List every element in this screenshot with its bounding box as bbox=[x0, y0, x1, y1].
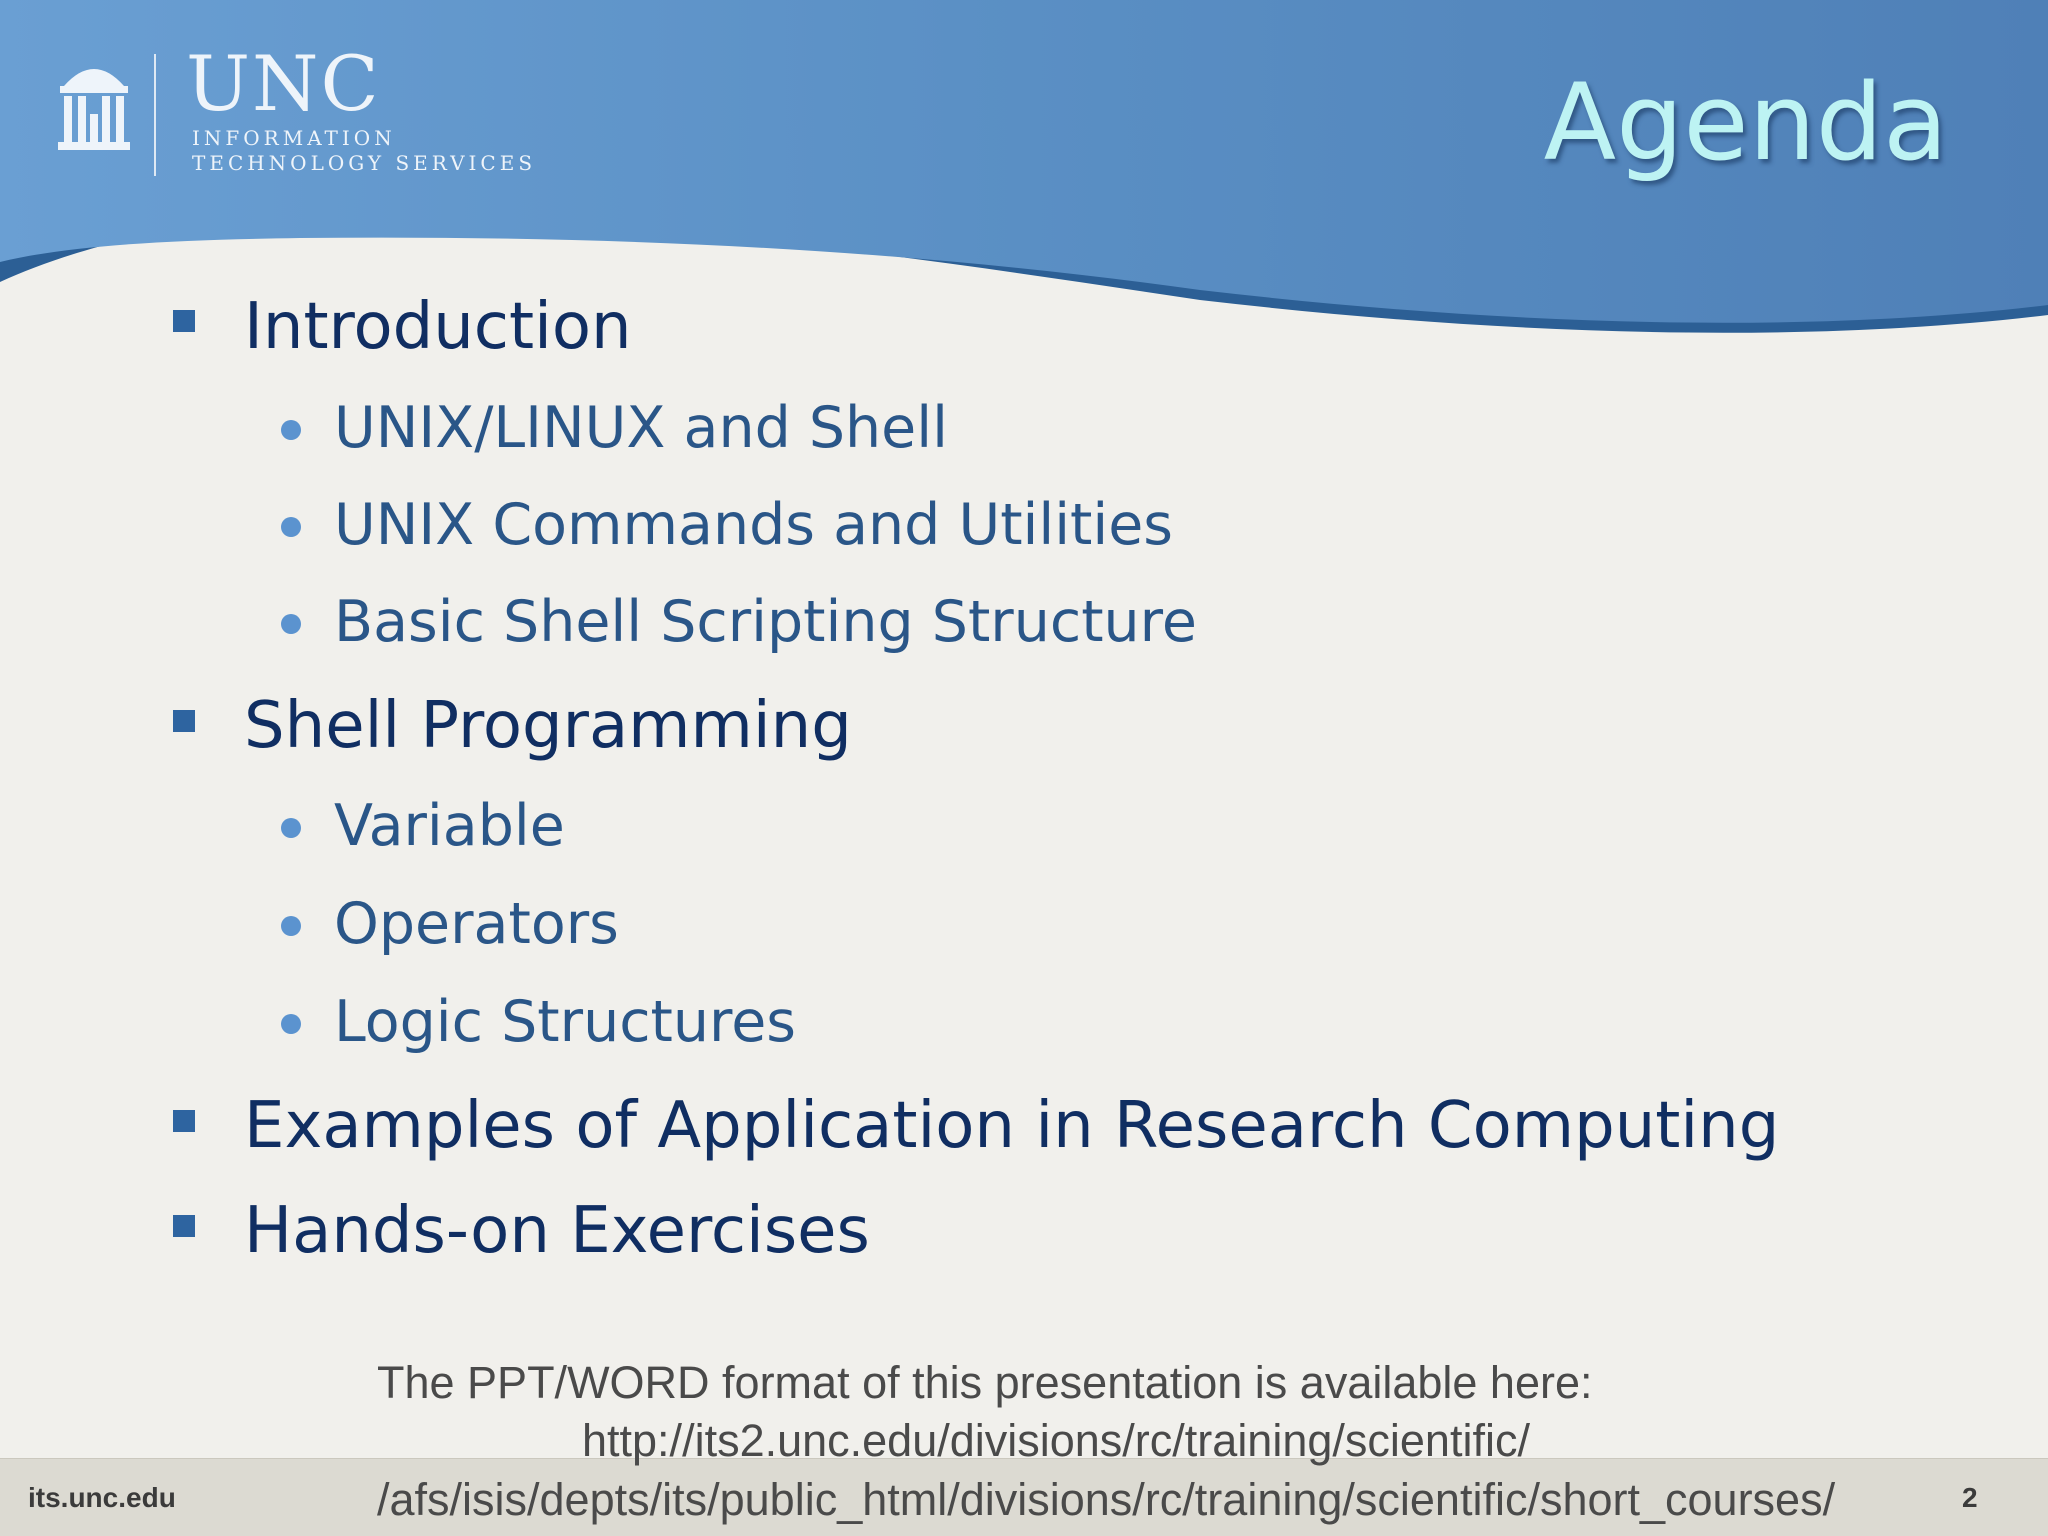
round-bullet-icon bbox=[281, 517, 301, 537]
agenda-item-examples: Examples of Application in Research Computing bbox=[244, 1089, 1780, 1163]
agenda-subitem: UNIX Commands and Utilities bbox=[334, 492, 1173, 558]
availability-note: The PPT/WORD format of this presentation is available here: bbox=[377, 1357, 1593, 1408]
footer-site: its.unc.edu bbox=[28, 1482, 176, 1513]
agenda-subitem: Logic Structures bbox=[334, 989, 796, 1055]
agenda-item-exercises: Hands-on Exercises bbox=[244, 1194, 870, 1268]
page-number: 2 bbox=[1962, 1482, 1978, 1513]
round-bullet-icon bbox=[281, 916, 301, 936]
square-bullet-icon bbox=[173, 310, 195, 332]
logo-line-2: TECHNOLOGY SERVICES bbox=[192, 151, 537, 175]
agenda-item-shell-programming: Shell Programming bbox=[244, 689, 852, 763]
agenda-item-introduction: Introduction bbox=[244, 290, 632, 364]
square-bullet-icon bbox=[173, 1215, 195, 1237]
square-bullet-icon bbox=[173, 710, 195, 732]
availability-path: /afs/isis/depts/its/public_html/divisions/rc/training/scientific/short_courses/ bbox=[377, 1474, 1836, 1525]
round-bullet-icon bbox=[281, 614, 301, 634]
square-bullet-icon bbox=[173, 1110, 195, 1132]
logo-line-1: INFORMATION bbox=[192, 126, 396, 150]
agenda-subitem: UNIX/LINUX and Shell bbox=[334, 395, 948, 461]
availability-link-url[interactable]: http://its2.unc.edu/divisions/rc/training/scientific/ bbox=[582, 1415, 1530, 1466]
agenda-subitem: Basic Shell Scripting Structure bbox=[334, 589, 1197, 655]
round-bullet-icon bbox=[281, 420, 301, 440]
agenda-subitem: Variable bbox=[334, 793, 565, 859]
page-title: Agenda bbox=[1543, 61, 1948, 184]
logo-name: UNC bbox=[186, 39, 381, 128]
agenda-subitem: Operators bbox=[334, 891, 619, 957]
round-bullet-icon bbox=[281, 1014, 301, 1034]
round-bullet-icon bbox=[281, 818, 301, 838]
